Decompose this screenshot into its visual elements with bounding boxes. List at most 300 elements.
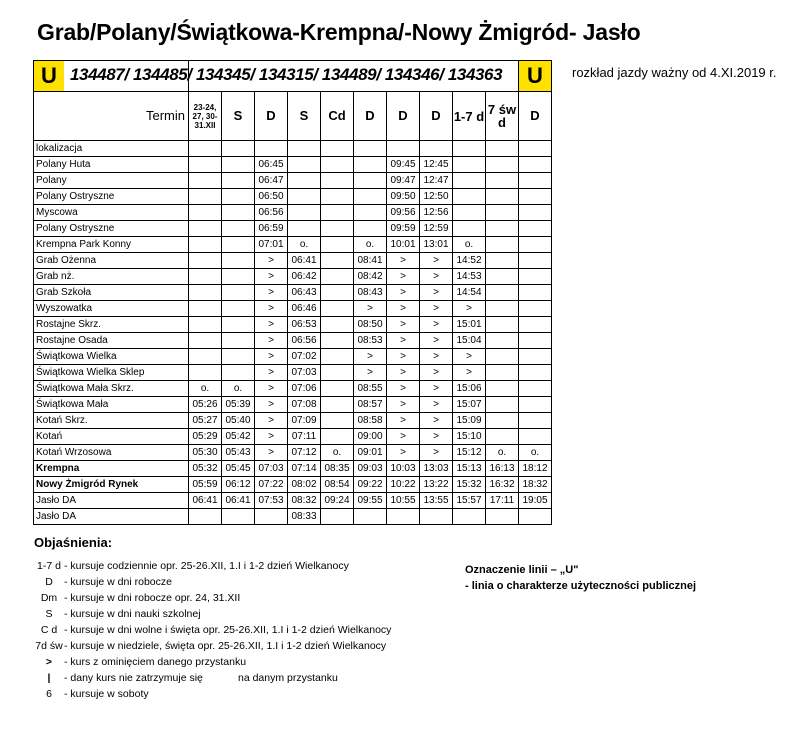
- departure-time: 05:32: [189, 461, 222, 477]
- departure-time: [354, 221, 387, 237]
- departure-time: 18:12: [519, 461, 552, 477]
- departure-time: [321, 189, 354, 205]
- legend-description: - kursuje codziennie opr. 25-26.XII, 1.I i 1-2 dzień Wielkanocy: [64, 560, 349, 572]
- departure-time: [486, 173, 519, 189]
- departure-time: [486, 285, 519, 301]
- departure-time: [321, 141, 354, 157]
- departure-time: [189, 285, 222, 301]
- departure-time: 06:43: [288, 285, 321, 301]
- departure-time: [255, 141, 288, 157]
- departure-time: [321, 253, 354, 269]
- legend-item: [34, 576, 391, 592]
- departure-time: 06:41: [222, 493, 255, 509]
- departure-time: [189, 157, 222, 173]
- departure-time: 09:22: [354, 477, 387, 493]
- departure-time: 08:55: [354, 381, 387, 397]
- departure-time: [486, 365, 519, 381]
- departure-time: [519, 365, 552, 381]
- departure-time: [321, 333, 354, 349]
- departure-time: 07:12: [288, 445, 321, 461]
- departure-time: 15:06: [453, 381, 486, 397]
- departure-time: 12:59: [420, 221, 453, 237]
- departure-time: [486, 253, 519, 269]
- header-left: [34, 61, 503, 92]
- departure-time: 07:03: [255, 461, 288, 477]
- departure-time: [189, 301, 222, 317]
- departure-time: [519, 349, 552, 365]
- table-row: [34, 429, 552, 445]
- departure-time: [189, 365, 222, 381]
- legend-code: 1-7 d: [37, 560, 61, 572]
- departure-time: 08:41: [354, 253, 387, 269]
- departure-time: 05:26: [189, 397, 222, 413]
- timetable: [33, 60, 552, 525]
- departure-time: 07:14: [288, 461, 321, 477]
- table-row: [34, 173, 552, 189]
- departure-time: 14:52: [453, 253, 486, 269]
- departure-time: 09:00: [354, 429, 387, 445]
- departure-time: [321, 173, 354, 189]
- departure-time: [420, 141, 453, 157]
- departure-time: >: [420, 317, 453, 333]
- departure-time: 09:24: [321, 493, 354, 509]
- line-badge: U: [519, 61, 552, 92]
- column-header: D: [420, 92, 453, 141]
- departure-time: 05:45: [222, 461, 255, 477]
- table-row: [34, 317, 552, 333]
- departure-time: [222, 285, 255, 301]
- legend-item: [34, 560, 391, 576]
- departure-time: [288, 189, 321, 205]
- course-numbers: 134487/ 134485/ 134345/ 134315/ 134489/ 134346/ 134363: [70, 65, 503, 84]
- table-row: [34, 493, 552, 509]
- departure-time: [486, 205, 519, 221]
- stop-name: Rostajne Osada: [34, 333, 189, 349]
- departure-time: 09:56: [387, 205, 420, 221]
- departure-time: 09:59: [387, 221, 420, 237]
- departure-time: >: [420, 365, 453, 381]
- departure-time: >: [453, 301, 486, 317]
- departure-time: [453, 189, 486, 205]
- legend: [34, 560, 391, 704]
- departure-time: 13:03: [420, 461, 453, 477]
- departure-time: [486, 349, 519, 365]
- stop-name: Świątkowa Mała Skrz.: [34, 381, 189, 397]
- departure-time: [486, 221, 519, 237]
- departure-time: >: [255, 269, 288, 285]
- departure-time: >: [387, 333, 420, 349]
- legend-item: [34, 688, 391, 704]
- departure-time: [321, 301, 354, 317]
- legend-item: [34, 608, 391, 624]
- stop-name: Świątkowa Wielka Sklep: [34, 365, 189, 381]
- stop-name: Nowy Żmigród Rynek: [34, 477, 189, 493]
- departure-time: 10:01: [387, 237, 420, 253]
- stop-name: Wyszowatka: [34, 301, 189, 317]
- departure-time: 15:04: [453, 333, 486, 349]
- departure-time: >: [420, 285, 453, 301]
- departure-time: [354, 189, 387, 205]
- departure-time: 16:32: [486, 477, 519, 493]
- departure-time: 07:09: [288, 413, 321, 429]
- departure-time: 15:57: [453, 493, 486, 509]
- departure-time: 06:56: [288, 333, 321, 349]
- departure-time: [486, 381, 519, 397]
- table-row: [34, 461, 552, 477]
- departure-time: [222, 205, 255, 221]
- departure-time: [519, 189, 552, 205]
- departure-time: [519, 253, 552, 269]
- departure-time: [189, 509, 222, 525]
- legend-description: - kursuje w dni wolne i święta opr. 25-26.XII, 1.I i 1-2 dzień Wielkanocy: [64, 624, 392, 636]
- departure-time: >: [354, 301, 387, 317]
- stop-name: Świątkowa Mała: [34, 397, 189, 413]
- legend-item: [34, 592, 391, 608]
- legend-description: - kursuje w dni robocze: [64, 576, 172, 588]
- departure-time: [321, 429, 354, 445]
- departure-time: [321, 157, 354, 173]
- departure-time: >: [255, 397, 288, 413]
- departure-time: 08:43: [354, 285, 387, 301]
- departure-time: [519, 141, 552, 157]
- departure-time: [354, 157, 387, 173]
- stop-name: Polany: [34, 173, 189, 189]
- stop-name: Kotań Wrzosowa: [34, 445, 189, 461]
- departure-time: >: [420, 269, 453, 285]
- departure-time: 15:10: [453, 429, 486, 445]
- departure-time: 17:11: [486, 493, 519, 509]
- legend-code: 6: [46, 688, 52, 700]
- departure-time: 13:22: [420, 477, 453, 493]
- departure-time: [321, 237, 354, 253]
- departure-time: [486, 269, 519, 285]
- departure-time: [354, 509, 387, 525]
- departure-time: [453, 205, 486, 221]
- line-note-text: - linia o charakterze użyteczności publicznej: [465, 580, 697, 592]
- column-header: D: [255, 92, 288, 141]
- departure-time: [222, 173, 255, 189]
- departure-time: [519, 301, 552, 317]
- departure-time: [321, 269, 354, 285]
- departure-time: [453, 141, 486, 157]
- stop-name: Jasło DA: [34, 493, 189, 509]
- departure-time: >: [420, 397, 453, 413]
- departure-time: >: [420, 445, 453, 461]
- line-note-title: Oznaczenie linii – „U": [465, 564, 579, 576]
- departure-time: 06:12: [222, 477, 255, 493]
- departure-time: >: [420, 413, 453, 429]
- table-row: [34, 221, 552, 237]
- stop-name: Grab Szkoła: [34, 285, 189, 301]
- departure-time: [321, 413, 354, 429]
- table-row: [34, 237, 552, 253]
- departure-time: [222, 237, 255, 253]
- departure-time: 08:33: [288, 509, 321, 525]
- departure-time: [519, 237, 552, 253]
- departure-time: [519, 205, 552, 221]
- departure-time: 14:53: [453, 269, 486, 285]
- departure-time: [519, 269, 552, 285]
- legend-item: [34, 656, 391, 672]
- departure-time: [222, 141, 255, 157]
- departure-time: >: [255, 365, 288, 381]
- departure-time: [486, 333, 519, 349]
- departure-time: 15:01: [453, 317, 486, 333]
- departure-time: >: [453, 365, 486, 381]
- table-row: [34, 477, 552, 493]
- departure-time: [519, 397, 552, 413]
- stop-name: Krempna: [34, 461, 189, 477]
- departure-time: [321, 397, 354, 413]
- legend-item: [34, 672, 391, 688]
- departure-time: [387, 141, 420, 157]
- departure-time: [321, 221, 354, 237]
- legend-code: S: [45, 608, 53, 620]
- departure-time: [288, 221, 321, 237]
- departure-time: >: [387, 253, 420, 269]
- stop-name: Krempna Park Konny: [34, 237, 189, 253]
- stop-name: Kotań Skrz.: [34, 413, 189, 429]
- legend-code: Dm: [40, 592, 58, 604]
- departure-time: 09:45: [387, 157, 420, 173]
- departure-time: [321, 205, 354, 221]
- table-row: [34, 189, 552, 205]
- table-row: [34, 365, 552, 381]
- table-row: [34, 157, 552, 173]
- departure-time: >: [255, 445, 288, 461]
- stop-name: Myscowa: [34, 205, 189, 221]
- departure-time: 08:54: [321, 477, 354, 493]
- legend-description: - dany kurs nie zatrzymuje się: [64, 672, 203, 684]
- departure-time: >: [420, 253, 453, 269]
- departure-time: 09:47: [387, 173, 420, 189]
- departure-time: 08:02: [288, 477, 321, 493]
- departure-time: [519, 221, 552, 237]
- departure-time: 12:50: [420, 189, 453, 205]
- departure-time: 15:32: [453, 477, 486, 493]
- departure-time: >: [453, 349, 486, 365]
- departure-time: [288, 205, 321, 221]
- departure-time: [189, 173, 222, 189]
- departure-time: 16:13: [486, 461, 519, 477]
- departure-time: 05:29: [189, 429, 222, 445]
- departure-time: 09:01: [354, 445, 387, 461]
- departure-time: o.: [354, 237, 387, 253]
- departure-time: >: [255, 413, 288, 429]
- departure-time: o.: [486, 445, 519, 461]
- departure-time: 10:22: [387, 477, 420, 493]
- departure-time: 05:40: [222, 413, 255, 429]
- departure-time: [189, 237, 222, 253]
- departure-time: 10:03: [387, 461, 420, 477]
- departure-time: 15:12: [453, 445, 486, 461]
- legend-code: D: [45, 576, 53, 588]
- departure-time: o.: [222, 381, 255, 397]
- departure-time: >: [354, 349, 387, 365]
- departure-time: [222, 157, 255, 173]
- departure-time: [189, 205, 222, 221]
- departure-time: [222, 221, 255, 237]
- column-header: 1-7 d: [453, 92, 486, 141]
- legend-title: Objaśnienia:: [34, 535, 113, 550]
- departure-time: [222, 301, 255, 317]
- departure-time: [189, 221, 222, 237]
- departure-time: >: [255, 333, 288, 349]
- table-row: [34, 509, 552, 525]
- legend-extra: na danym przystanku: [238, 672, 338, 684]
- departure-time: >: [387, 317, 420, 333]
- table-row: [34, 301, 552, 317]
- departure-time: [453, 157, 486, 173]
- departure-time: [321, 365, 354, 381]
- departure-time: [354, 141, 387, 157]
- departure-time: [189, 269, 222, 285]
- stop-name: Polany Ostryszne: [34, 189, 189, 205]
- departure-time: [222, 253, 255, 269]
- departure-time: [519, 381, 552, 397]
- departure-time: >: [387, 301, 420, 317]
- line-badge: U: [34, 61, 64, 91]
- table-row: [34, 349, 552, 365]
- departure-time: 06:53: [288, 317, 321, 333]
- departure-time: 08:42: [354, 269, 387, 285]
- departure-time: >: [255, 349, 288, 365]
- stop-name: Polany Ostryszne: [34, 221, 189, 237]
- departure-time: 13:01: [420, 237, 453, 253]
- line-note: [465, 562, 696, 594]
- departure-time: 10:55: [387, 493, 420, 509]
- departure-time: [486, 509, 519, 525]
- legend-code: >: [45, 656, 53, 668]
- departure-time: >: [420, 301, 453, 317]
- departure-time: 06:42: [288, 269, 321, 285]
- departure-time: 06:50: [255, 189, 288, 205]
- departure-time: [486, 413, 519, 429]
- departure-time: >: [354, 365, 387, 381]
- departure-time: o.: [453, 237, 486, 253]
- departure-time: [222, 189, 255, 205]
- column-header: D: [387, 92, 420, 141]
- departure-time: [189, 189, 222, 205]
- legend-code: |: [47, 672, 51, 684]
- departure-time: >: [387, 413, 420, 429]
- departure-time: o.: [288, 237, 321, 253]
- departure-time: 08:58: [354, 413, 387, 429]
- departure-time: >: [387, 349, 420, 365]
- column-header-row: [34, 92, 552, 141]
- departure-time: 07:02: [288, 349, 321, 365]
- column-header: D: [354, 92, 387, 141]
- table-row: [34, 205, 552, 221]
- departure-time: >: [420, 429, 453, 445]
- departure-time: 12:47: [420, 173, 453, 189]
- departure-time: [519, 157, 552, 173]
- stop-name: lokalizacja: [34, 141, 189, 157]
- departure-time: 05:27: [189, 413, 222, 429]
- departure-time: >: [387, 381, 420, 397]
- legend-code: C d: [40, 624, 58, 636]
- departure-time: o.: [189, 381, 222, 397]
- departure-time: 06:45: [255, 157, 288, 173]
- table-row: [34, 285, 552, 301]
- column-header: 23-24, 27, 30-31.XII: [189, 92, 222, 141]
- departure-time: 09:03: [354, 461, 387, 477]
- departure-time: >: [387, 269, 420, 285]
- column-header: S: [222, 92, 255, 141]
- departure-time: [321, 349, 354, 365]
- departure-time: [321, 509, 354, 525]
- departure-time: [486, 237, 519, 253]
- departure-time: 13:55: [420, 493, 453, 509]
- legend-item: [34, 624, 391, 640]
- legend-item: [34, 640, 391, 656]
- table-row: [34, 333, 552, 349]
- departure-time: [420, 509, 453, 525]
- stop-name: Rostajne Skrz.: [34, 317, 189, 333]
- departure-time: [189, 333, 222, 349]
- departure-time: 07:11: [288, 429, 321, 445]
- departure-time: [255, 509, 288, 525]
- page-title: Grab/Polany/Świątkowa-Krempna/-Nowy Żmigród- Jasło: [37, 19, 641, 45]
- table-row: [34, 141, 552, 157]
- departure-time: [519, 333, 552, 349]
- departure-time: 19:05: [519, 493, 552, 509]
- stop-name: Grab nż.: [34, 269, 189, 285]
- departure-time: [189, 349, 222, 365]
- departure-time: [189, 317, 222, 333]
- departure-time: [486, 189, 519, 205]
- departure-time: [222, 349, 255, 365]
- stop-name: Kotań: [34, 429, 189, 445]
- departure-time: 15:09: [453, 413, 486, 429]
- departure-time: [222, 509, 255, 525]
- legend-description: - kursuje w niedziele, święta opr. 25-26.XII, 1.I i 1-2 dzień Wielkanocy: [64, 640, 387, 652]
- departure-time: >: [387, 445, 420, 461]
- departure-time: [288, 141, 321, 157]
- departure-time: [387, 509, 420, 525]
- departure-time: [486, 397, 519, 413]
- stop-name: Świątkowa Wielka: [34, 349, 189, 365]
- departure-time: [222, 365, 255, 381]
- departure-time: 08:35: [321, 461, 354, 477]
- departure-time: 05:59: [189, 477, 222, 493]
- departure-time: 06:46: [288, 301, 321, 317]
- departure-time: [486, 429, 519, 445]
- departure-time: 08:50: [354, 317, 387, 333]
- departure-time: 06:47: [255, 173, 288, 189]
- departure-time: >: [255, 429, 288, 445]
- stop-name: Jasło DA: [34, 509, 189, 525]
- table-row: [34, 445, 552, 461]
- departure-time: [453, 509, 486, 525]
- table-row: [34, 381, 552, 397]
- departure-time: o.: [321, 445, 354, 461]
- departure-time: >: [255, 381, 288, 397]
- departure-time: 14:54: [453, 285, 486, 301]
- legend-description: - kursuje w dni nauki szkolnej: [64, 608, 201, 620]
- departure-time: >: [387, 365, 420, 381]
- departure-time: 12:45: [420, 157, 453, 173]
- departure-time: 12:56: [420, 205, 453, 221]
- departure-time: 05:30: [189, 445, 222, 461]
- column-header: 7 św d: [486, 92, 519, 141]
- departure-time: 09:55: [354, 493, 387, 509]
- departure-time: >: [387, 285, 420, 301]
- departure-time: 08:32: [288, 493, 321, 509]
- departure-time: 09:50: [387, 189, 420, 205]
- departure-time: >: [420, 349, 453, 365]
- departure-time: 07:22: [255, 477, 288, 493]
